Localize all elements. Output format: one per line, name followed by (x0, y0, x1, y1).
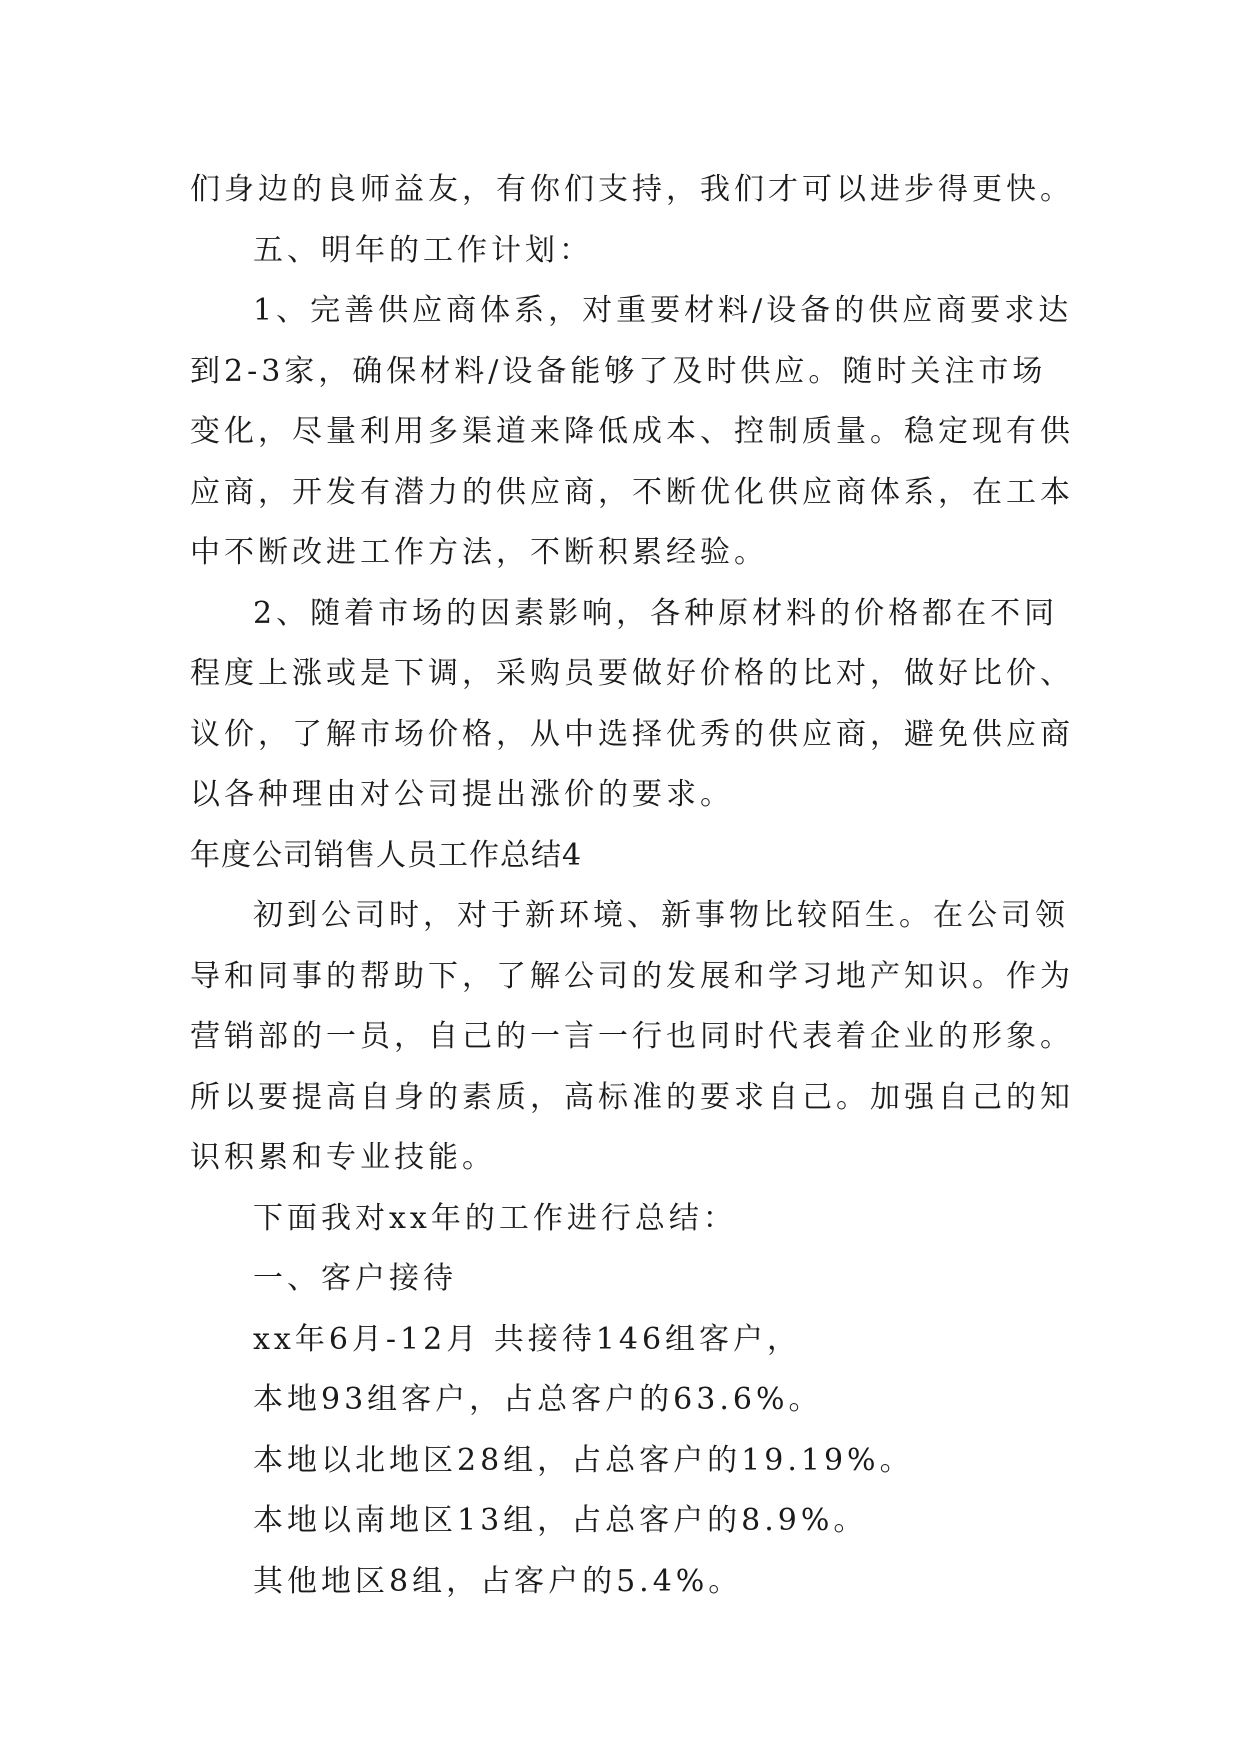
body-line: 营销部的一员，自己的一言一行也同时代表着企业的形象。 (190, 1019, 1074, 1054)
stat-line: 本地以北地区28组，占总客户的19.19%。 (253, 1442, 914, 1478)
document-body (190, 160, 1074, 1612)
section-heading-reception: 一、客户接待 (253, 1261, 457, 1296)
body-line: 导和同事的帮助下，了解公司的发展和学习地产知识。作为 (190, 958, 1074, 994)
body-line: 下面我对xx年的工作进行总结： (253, 1200, 737, 1236)
stat-line: 其他地区8组，占客户的5.4%。 (253, 1563, 743, 1599)
body-line: 议价，了解市场价格，从中选择优秀的供应商，避免供应商 (190, 716, 1074, 752)
stat-line: 本地93组客户，占总客户的63.6%。 (253, 1382, 823, 1417)
body-line: 程度上涨或是下调，采购员要做好价格的比对，做好比价、 (190, 656, 1074, 691)
body-line: 所以要提高自身的素质，高标准的要求自己。加强自己的知 (190, 1079, 1074, 1115)
body-line: 识积累和专业技能。 (190, 1140, 496, 1175)
body-line: 以各种理由对公司提出涨价的要求。 (190, 777, 734, 812)
body-line: 2、随着市场的因素影响，各种原材料的价格都在不同 (253, 595, 1059, 631)
body-line: 中不断改进工作方法，不断积累经验。 (190, 535, 768, 570)
body-line: 们身边的良师益友，有你们支持，我们才可以进步得更快。 (190, 172, 1074, 207)
body-line: 初到公司时，对于新环境、新事物比较陌生。在公司领 (253, 898, 1069, 933)
body-line: 变化，尽量利用多渠道来降低成本、控制质量。稳定现有供 (190, 414, 1074, 449)
body-line: 1、完善供应商体系，对重要材料/设备的供应商要求达 (253, 293, 1073, 328)
body-line: 到2-3家，确保材料/设备能够了及时供应。随时关注市场 (190, 353, 1047, 389)
stat-line: xx年6月-12月 共接待146组客户， (253, 1321, 802, 1357)
body-line: 应商，开发有潜力的供应商，不断优化供应商体系，在工本 (190, 474, 1074, 510)
stat-line: 本地以南地区13组，占总客户的8.9%。 (253, 1503, 868, 1538)
section-heading-plan: 五、明年的工作计划： (253, 232, 593, 268)
article-title: 年度公司销售人员工作总结4 (190, 837, 583, 873)
